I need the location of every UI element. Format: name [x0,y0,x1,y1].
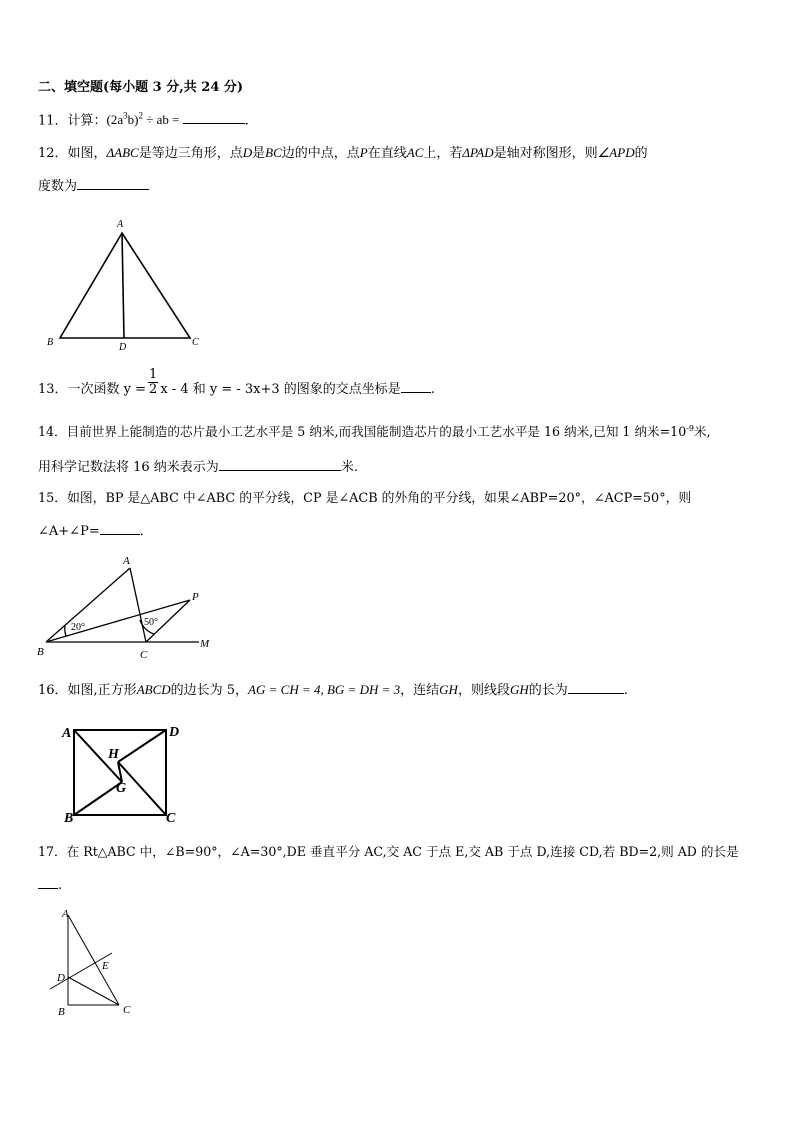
q17-label-c: C [123,1004,131,1016]
q17-answer-blank[interactable] [38,876,58,889]
q17-label-a: A [62,908,69,920]
q12-label-a: A [117,219,124,230]
q15-label-m: M [200,638,210,650]
question-15-line2: ∠A+∠P= ． [38,524,153,539]
q15-answer-blank[interactable] [100,522,140,535]
q12-triangle [60,233,190,338]
q12-figure [40,215,220,355]
question-15-line1: 15．如图，BP 是△ABC 中∠ABC 的平分线，CP 是∠ACB 的外角的平分线，如果∠ABP=20°，∠ACP=50°，则 [38,491,692,506]
q16-label-b: B [64,811,74,826]
section-title: 二、填空题(每小题 3 分,共 24 分) [38,80,244,95]
q14-answer-blank[interactable] [219,458,341,471]
q17-label-d: D [57,972,65,984]
q12-label-b: B [47,337,54,348]
q16-label-a: A [62,726,72,741]
q17-figure [44,905,154,1020]
q15-label-b: B [37,646,44,658]
question-17-line1: 17．在 Rt△ABC 中，∠B=90°，∠A=30°,DE 垂直平分 AC,交 AC 于点 E,交 AB 于点 D,连接 CD,若 BD=2,则 AD 的长是 [38,844,739,859]
q16-label-g: G [116,781,127,796]
question-14-line1: 14．目前世界上能制造的芯片最小工艺水平是 5 纳米,而我国能制造芯片的最小工艺水平是 16 纳米,已知 1 纳米$=10^{-9}$米, [38,424,711,440]
q16-line-dh [118,730,166,762]
q11-number: 11．计算： [38,113,107,129]
q11-answer-blank[interactable] [183,111,245,124]
q12-answer-blank[interactable] [77,177,149,190]
q16-label-h: H [108,747,119,762]
q12-label-d: D [119,342,127,353]
q17-label-e: E [102,960,109,972]
q16-figure [60,720,200,830]
q15-arc-20 [65,626,66,636]
q15-figure [34,550,224,665]
q13-fraction: $\frac{1}{2}$ [149,367,158,397]
q15-line-ac [130,568,146,642]
q15-label-a: A [123,555,130,567]
q16-answer-blank[interactable] [568,681,624,694]
question-17-line2: . [38,876,62,894]
question-12-line2: 度数为 [38,177,149,195]
question-13: 13．一次函数 y = $\frac{1}{2}$ x - 4 和 y = - 3x+3 的图象的交点坐标是 . [38,367,435,397]
q16-line-bg [74,782,122,815]
q11-expr: $(2a^3b)^2$ ÷ ab = [106,111,183,128]
q15-angle-20: 20° [71,622,85,633]
q15-label-p: P [192,591,199,603]
question-12-line1: 12．如图，ΔABC是等边三角形，点D是BC边的中点，点P在直线AC上，若ΔPAD是轴对称图形，则∠APD的 [38,145,648,161]
q13-answer-blank[interactable] [401,380,431,393]
question-16: 16．如图,正方形ABCD的边长为 5，AG = CH = 4, BG = DH = 3，连结GH，则线段GH的长为 . [38,682,628,698]
question-11: 11．计算：$(2a^3b)^2$ ÷ ab = . [38,111,249,129]
q15-label-c: C [140,649,148,661]
q17-label-b: B [58,1006,65,1018]
q12-median-ad [122,233,124,338]
question-14-line2: 用科学记数法将 16 纳米表示为 米. [38,460,358,475]
q16-label-d: D [169,725,180,740]
q15-line-ba [46,568,130,642]
q15-angle-50: 50° [144,617,158,628]
q12-label-c: C [192,337,199,348]
q16-label-c: C [166,811,176,826]
